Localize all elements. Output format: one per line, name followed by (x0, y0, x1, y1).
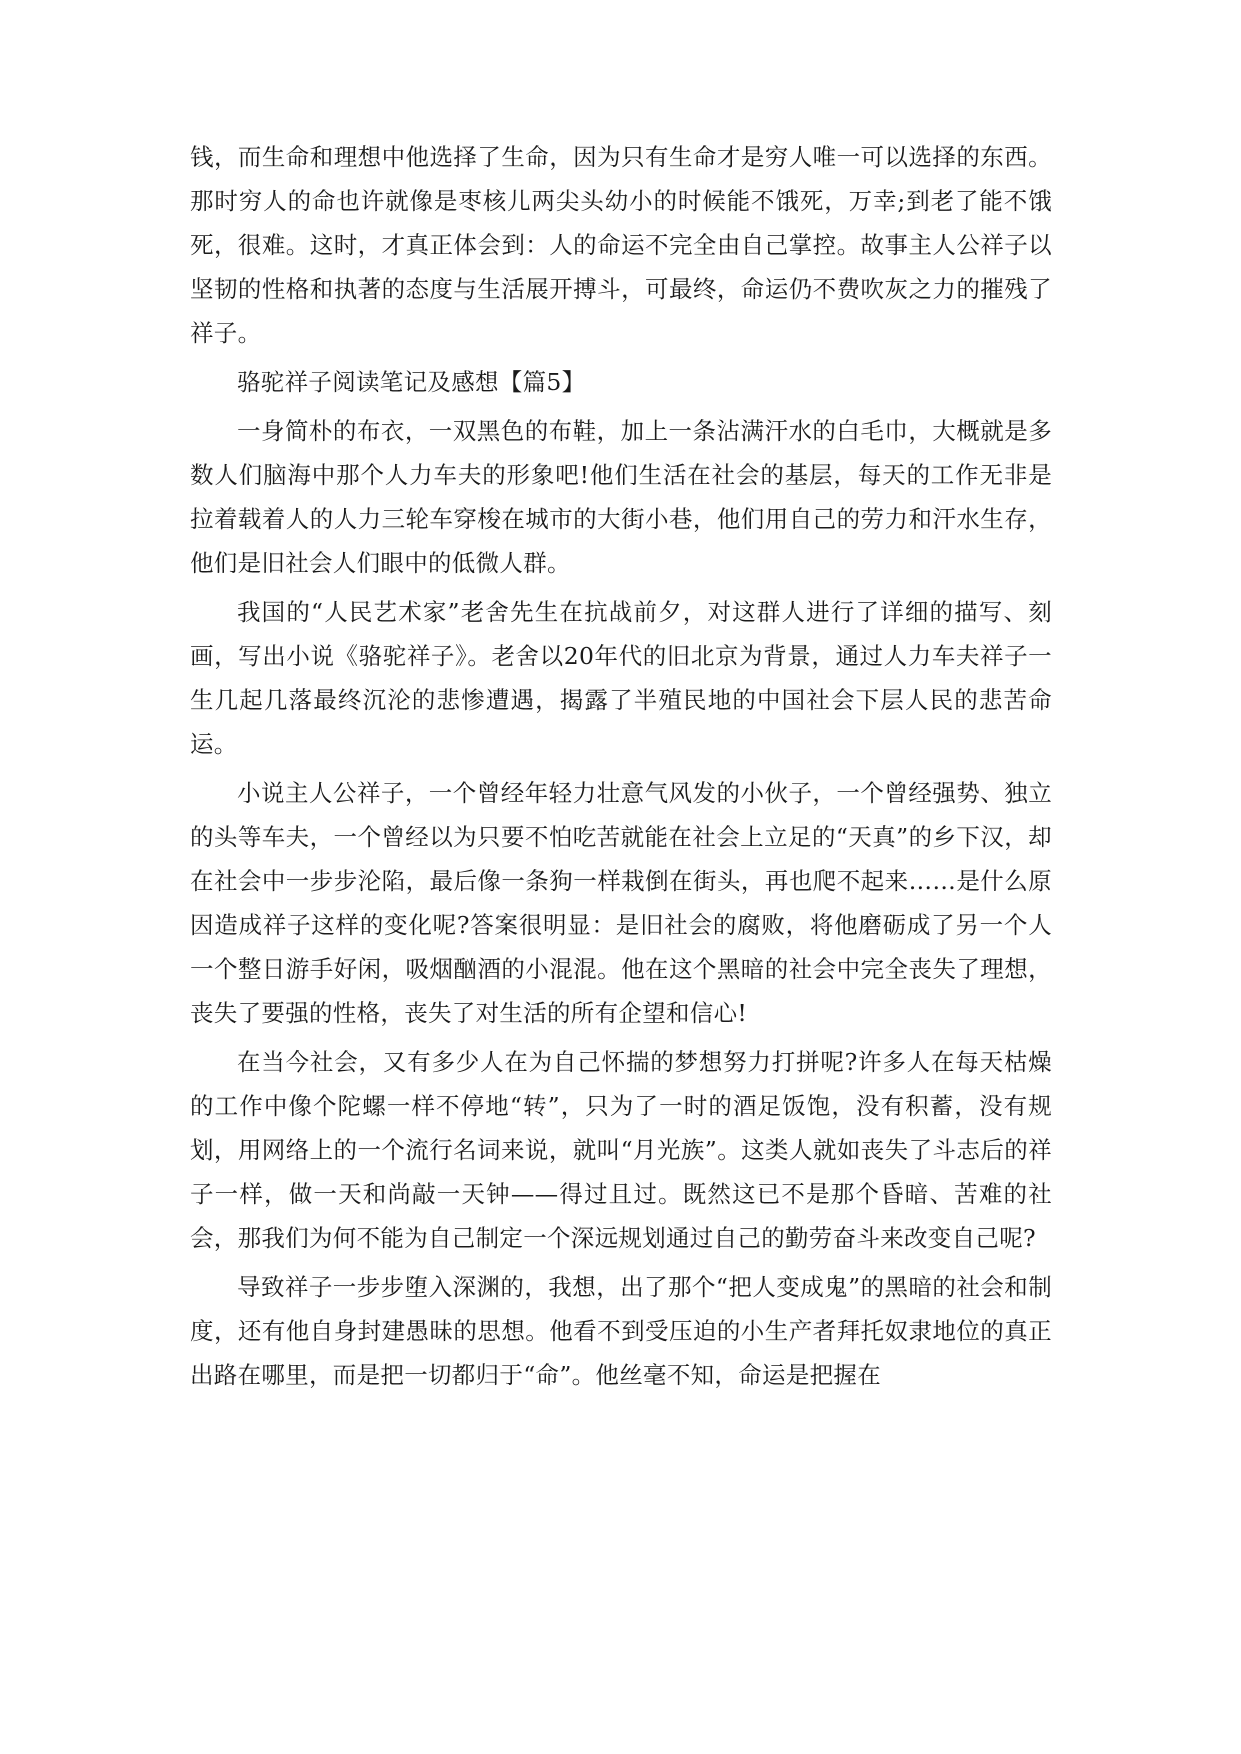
document-page (190, 135, 1052, 1402)
paragraph: 小说主人公祥子，一个曾经年轻力壮意气风发的小伙子，一个曾经强势、独立的头等车夫，一个曾经以为只要不怕吃苦就能在社会上立足的“天真”的乡下汉，却在社会中一步步沦陷，最后像一条狗一样栽倒在街头，再也爬不起来……是什么原因造成祥子这样的变化呢?答案很明显：是旧社会的腐败，将他磨砺成了另一个人一个整日游手好闲，吸烟酗酒的小混混。他在这个黑暗的社会中完全丧失了理想，丧失了要强的性格，丧失了对生活的所有企望和信心! (190, 779, 1052, 1027)
section-heading: 骆驼祥子阅读笔记及感想【篇5】 (237, 368, 586, 396)
paragraph: 在当今社会，又有多少人在为自己怀揣的梦想努力打拼呢?许多人在每天枯燥的工作中像个陀螺一样不停地“转”，只为了一时的酒足饭饱，没有积蓄，没有规划，用网络上的一个流行名词来说，就叫“月光族”。这类人就如丧失了斗志后的祥子一样，做一天和尚敲一天钟——得过且过。既然这已不是那个昏暗、苦难的社会，那我们为何不能为自己制定一个深远规划通过自己的勤劳奋斗来改变自己呢? (190, 1048, 1052, 1252)
paragraph: 导致祥子一步步堕入深渊的，我想，出了那个“把人变成鬼”的黑暗的社会和制度，还有他自身封建愚昧的思想。他看不到受压迫的小生产者拜托奴隶地位的真正出路在哪里，而是把一切都归于“命”。他丝毫不知，命运是把握在 (190, 1273, 1052, 1389)
paragraph: 我国的“人民艺术家”老舍先生在抗战前夕，对这群人进行了详细的描写、刻画，写出小说《骆驼祥子》。老舍以20年代的旧北京为背景，通过人力车夫祥子一生几起几落最终沉沦的悲惨遭遇，揭露了半殖民地的中国社会下层人民的悲苦命运。 (190, 598, 1052, 758)
paragraph: 一身简朴的布衣，一双黑色的布鞋，加上一条沾满汗水的白毛巾，大概就是多数人们脑海中那个人力车夫的形象吧!他们生活在社会的基层，每天的工作无非是拉着载着人的人力三轮车穿梭在城市的大街小巷，他们用自己的劳力和汗水生存，他们是旧社会人们眼中的低微人群。 (190, 417, 1052, 577)
paragraph-continuation: 钱，而生命和理想中他选择了生命，因为只有生命才是穷人唯一可以选择的东西。那时穷人的命也许就像是枣核儿两尖头幼小的时候能不饿死，万幸;到老了能不饿死，很难。这时，才真正体会到：人的命运不完全由自己掌控。故事主人公祥子以坚韧的性格和执著的态度与生活展开搏斗，可最终，命运仍不费吹灰之力的摧残了祥子。 (190, 143, 1052, 347)
